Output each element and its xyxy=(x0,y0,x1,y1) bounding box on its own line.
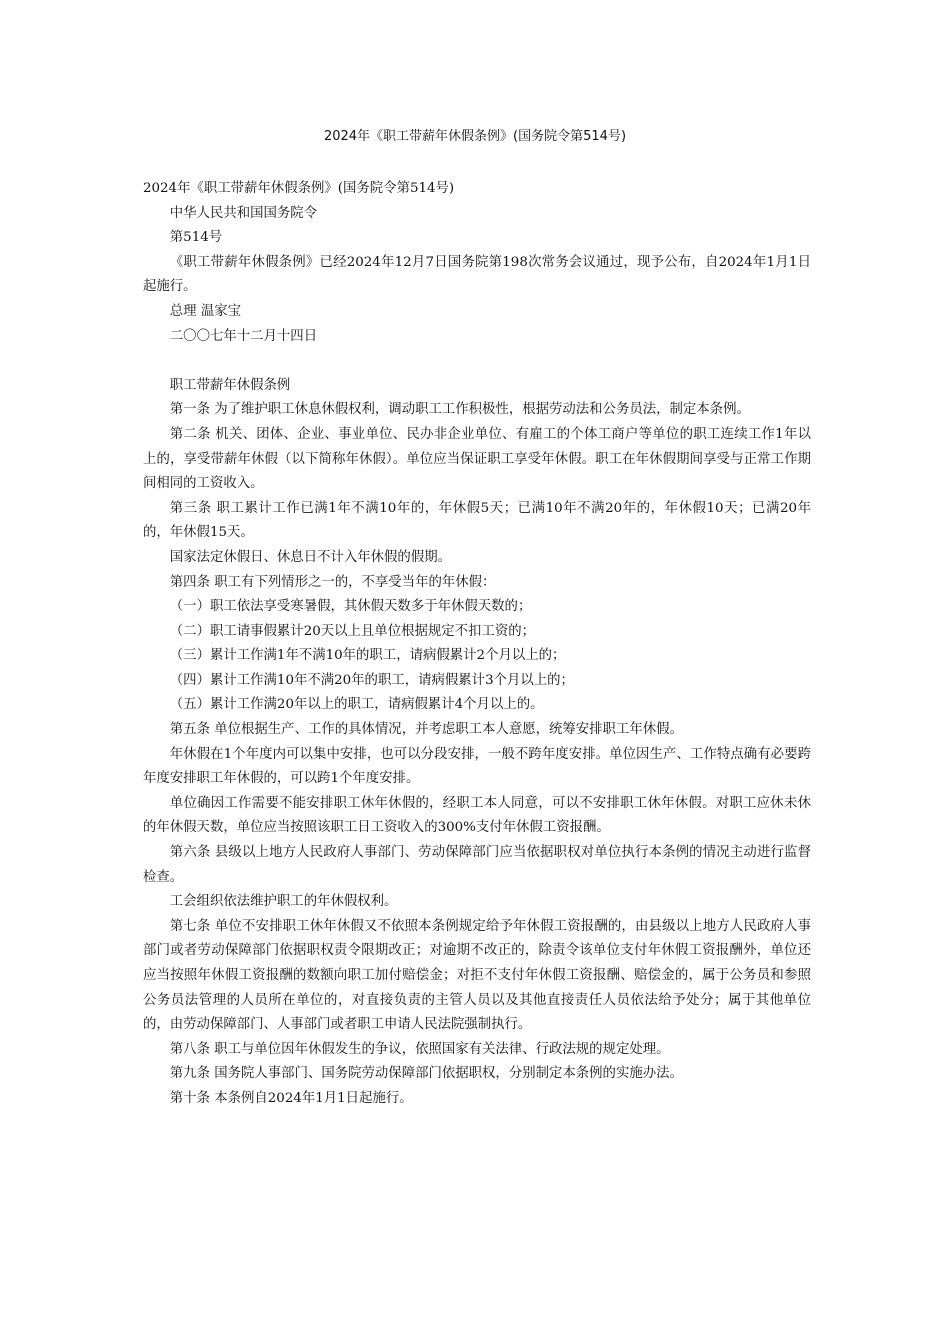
signatory: 总理 温家宝 xyxy=(169,303,242,319)
article-3: 第三条 职工累计工作已满1年不满10年的，年休假5天；已满10年不满20年的，年休假10天；已满20年的，年休假15天。 xyxy=(143,500,811,541)
article-5: 第五条 单位根据生产、工作的具体情况，并考虑职工本人意愿，统筹安排职工年休假。 xyxy=(169,722,683,738)
article-3-paragraph-2: 国家法定休假日、休息日不计入年休假的假期。 xyxy=(169,549,451,565)
article-4-item-5: （五）累计工作满20年以上的职工，请病假累计4个月以上的。 xyxy=(169,697,544,713)
issuer-line: 中华人民共和国国务院令 xyxy=(169,205,318,221)
document-body xyxy=(143,177,811,1112)
article-4-item-4: （四）累计工作满10年不满20年的职工，请病假累计3个月以上的； xyxy=(169,672,574,688)
promulgation-text: 《职工带薪年休假条例》已经2024年12月7日国务院第198次常务会议通过，现予公布，自2024年1月1日起施行。 xyxy=(143,254,811,295)
header-line: 2024年《职工带薪年休假条例》(国务院令第514号) xyxy=(143,181,455,196)
article-4-item-1: （一）职工依法享受寒暑假，其休假天数多于年休假天数的； xyxy=(169,599,532,615)
article-9: 第九条 国务院人事部门、国务院劳动保障部门依据职权，分别制定本条例的实施办法。 xyxy=(169,1066,683,1082)
article-2: 第二条 机关、团体、企业、事业单位、民办非企业单位、有雇工的个体工商户等单位的职工连续工作1年以上的，享受带薪年休假（以下简称年休假）。单位应当保证职工享受年休假。职工在年休假期间享受与正常工作期间相同的工资收入。 xyxy=(143,426,811,492)
article-1: 第一条 为了维护职工休息休假权利，调动职工工作积极性，根据劳动法和公务员法，制定本条例。 xyxy=(169,402,750,418)
order-number: 第514号 xyxy=(169,230,223,246)
article-7: 第七条 单位不安排职工休年休假又不依照本条例规定给予年休假工资报酬的，由县级以上地方人民政府人事部门或者劳动保障部门依据职权责令限期改正；对逾期不改正的，除责令该单位支付年休假工资报酬外，单位还应当按照年休假工资报酬的数额向职工加付赔偿金；对拒不支付年休假工资报酬、赔偿金的，属于公务员和参照公务员法管理的人员所在单位的，对直接负责的主管人员以及其他直接责任人员依法给予处分；属于其他单位的，由劳动保障部门、人事部门或者职工申请人民法院强制执行。 xyxy=(143,918,811,1033)
article-4-item-3: （三）累计工作满1年不满10年的职工，请病假累计2个月以上的； xyxy=(169,648,566,664)
article-10: 第十条 本条例自2024年1月1日起施行。 xyxy=(169,1090,413,1106)
document-title: 2024年《职工带薪年休假条例》(国务院令第514号) xyxy=(323,129,627,144)
article-6: 第六条 县级以上地方人民政府人事部门、劳动保障部门应当依据职权对单位执行本条例的情况主动进行监督检查。 xyxy=(143,845,811,885)
blank-line xyxy=(143,349,811,374)
article-4-item-2: （二）职工请事假累计20天以上且单位根据规定不扣工资的； xyxy=(169,623,535,639)
article-6-paragraph-2: 工会组织依法维护职工的年休假权利。 xyxy=(169,894,398,910)
article-8: 第八条 职工与单位因年休假发生的争议，依照国家有关法律、行政法规的规定处理。 xyxy=(169,1041,670,1057)
regulation-title: 职工带薪年休假条例 xyxy=(169,377,291,393)
article-5-paragraph-3: 单位确因工作需要不能安排职工休年休假的，经职工本人同意，可以不安排职工休年休假。对职工应休未休的年休假天数，单位应当按照该职工日工资收入的300%支付年休假工资报酬。 xyxy=(143,795,811,836)
article-4: 第四条 职工有下列情形之一的，不享受当年的年休假： xyxy=(169,574,496,590)
issue-date: 二〇〇七年十二月十四日 xyxy=(169,328,318,344)
article-5-paragraph-2: 年休假在1个年度内可以集中安排，也可以分段安排，一般不跨年度安排。单位因生产、工作特点确有必要跨年度安排职工年休假的，可以跨1个年度安排。 xyxy=(143,746,811,787)
